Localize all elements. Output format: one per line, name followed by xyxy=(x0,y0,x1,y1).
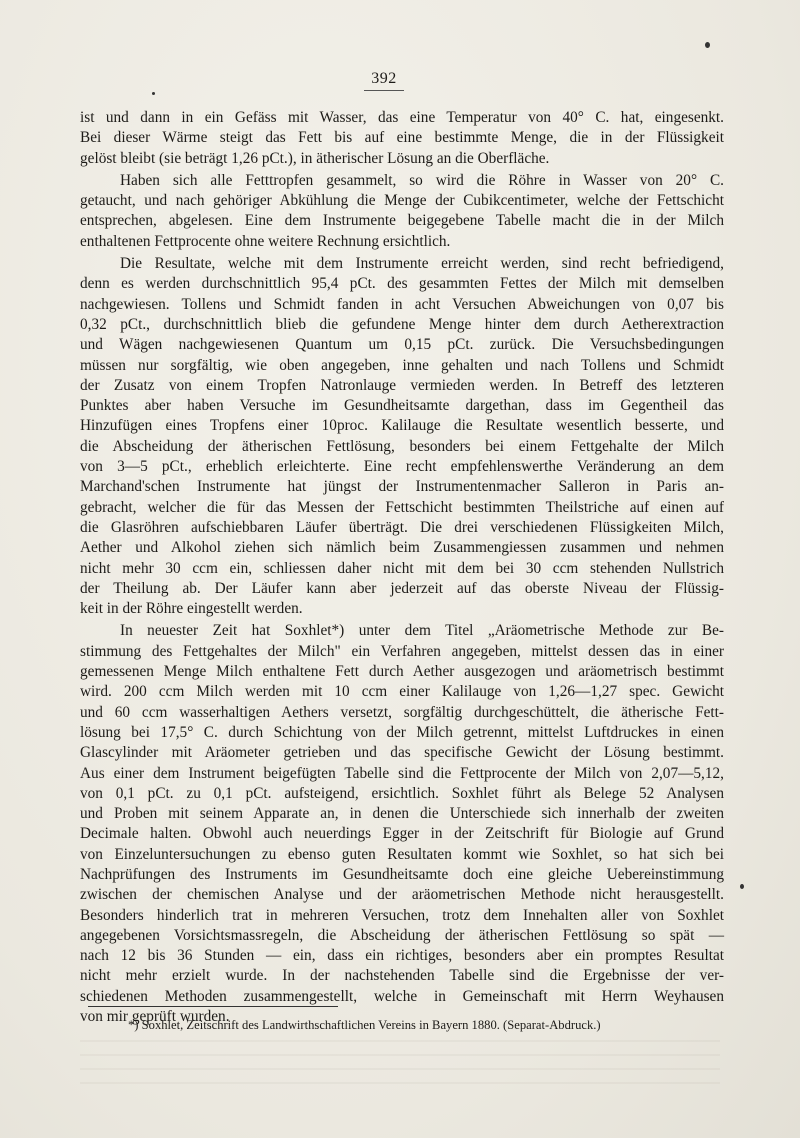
ink-speck xyxy=(152,92,155,95)
text-line: stimmung des Fettgehaltes der Milch" ein Verfahren angegeben, mittelst dessen das in einer xyxy=(80,642,724,660)
footnote: *) Soxhlet, Zeitschrift des Landwirthschaftlichen Vereins in Bayern 1880. (Separat-Abdruck.) xyxy=(128,1018,601,1032)
text-line: gebracht, welcher die für das Messen der Fettschicht bestimmten Theilstriche auf einen auf xyxy=(80,498,724,516)
text-line: müssen nur sorgfältig, wie oben angegeben, inne gehalten und nach Tollens und Schmidt xyxy=(80,356,724,374)
text-line: 0,32 pCt., durchschnittlich blieb die gefundene Menge hinter dem durch Aetherextraction xyxy=(80,315,724,333)
text-line: schiedenen Methoden zusammengestellt, welche in Gemeinschaft mit Herrn Weyhausen xyxy=(80,987,724,1005)
text-line: Nachprüfungen des Instruments im Gesundheitsamte doch eine gleiche Uebereinstimmung xyxy=(80,865,724,883)
text-line: von 0,1 pCt. zu 0,1 pCt. aufsteigend, ersichtlich. Soxhlet führt als Belege 52 Analysen xyxy=(80,784,724,802)
text-line: die Abscheidung der ätherischen Fettlösung, besonders bei einem Fettgehalte der Milch xyxy=(80,437,724,455)
text-line: In neuester Zeit hat Soxhlet*) unter dem Titel „Aräometrische Methode zur Be- xyxy=(120,622,724,640)
text-line: Haben sich alle Fetttropfen gesammelt, so wird die Röhre in Wasser von 20° C. xyxy=(120,171,724,189)
footnote-rule xyxy=(88,1006,338,1007)
text-line: und Wägen nachgewiesenen Quantum um 0,15 pCt. zurück. Die Versuchsbedingungen xyxy=(80,336,724,354)
text-line: Glascylinder mit Aräometer getrieben und das specifische Gewicht der Lösung bestimmt. xyxy=(80,744,724,762)
text-line: nicht mehr erzielt wurde. In der nachstehenden Tabelle sind die Ergebnisse der ver- xyxy=(80,967,724,985)
text-line: Marchand'schen Instrumente hat jüngst der Instrumentenmacher Salleron in Paris an- xyxy=(80,478,724,496)
page-number: 392 xyxy=(371,70,397,87)
text-line: nachgewiesen. Tollens und Schmidt fanden in acht Versuchen Abweichungen von 0,07 bis xyxy=(80,295,724,313)
text-line: der Zusatz von einem Tropfen Natronlauge vermieden werden. In Betreff des letzteren xyxy=(80,376,724,394)
text-line: und Proben mit seinem Apparate an, in denen die Unterschiede sich innerhalb der zweiten xyxy=(80,805,724,823)
text-line: denn es werden durchschnittlich 95,4 pCt. des gesammten Fettes der Milch mit demselben xyxy=(80,275,724,293)
text-line: Die Resultate, welche mit dem Instrumente erreicht werden, sind recht befriedigend, xyxy=(120,255,724,273)
text-line: getaucht, und nach gehöriger Abkühlung die Menge der Cubikcentimeter, welche der Fettschicht xyxy=(80,192,724,210)
text-line: entsprechen, abgelesen. Eine dem Instrumente beigegebene Tabelle macht die in der Milch xyxy=(80,212,724,230)
text-line: Bei dieser Wärme steigt das Fett bis auf eine bestimmte Menge, die in der Flüssigkeit xyxy=(80,129,724,147)
paragraph-4 xyxy=(80,621,724,1027)
text-line: von mir geprüft wurden. xyxy=(80,1008,230,1026)
text-line: von 3—5 pCt., erheblich erleichterte. Eine recht empfehlenswerthe Veränderung an dem xyxy=(80,458,724,476)
text-line: nach 12 bis 36 Stunden — ein, dass ein richtiges, besonders aber ein promptes Resultat xyxy=(80,947,724,965)
text-line: wird. 200 ccm Milch werden mit 10 ccm einer Kalilauge von 1,26—1,27 spec. Gewicht xyxy=(80,683,724,701)
text-line: Besonders hinderlich trat in mehreren Versuchen, trotz dem Innehalten aller von Soxhlet xyxy=(80,906,724,924)
paragraph-3 xyxy=(80,254,724,619)
page-number-rule xyxy=(364,90,404,91)
text-line: die Glasröhren aufschiebbaren Läufer überträgt. Die drei verschiedenen Flüssigkeiten Milch, xyxy=(80,518,724,536)
text-line: Aus einer dem Instrument beigefügten Tabelle sind die Fettprocente der Milch von 2,07—5,12, xyxy=(80,764,724,782)
text-line: angegebenen Vorsichtsmassregeln, die Abscheidung der ätherischen Fettlösung so spät — xyxy=(80,926,724,944)
text-line: lösung bei 17,5° C. durch Schichtung von der Milch getrennt, mittelst Luftdruckes in einen xyxy=(80,723,724,741)
text-line: Punktes aber haben Versuche im Gesundheitsamte dargethan, dass im Gegentheil das xyxy=(80,397,724,415)
text-line: Hinzufügen eines Tropfens einer 10proc. Kalilauge die Resultate wesentlich besserte, und xyxy=(80,417,724,435)
text-line: der Theilung ab. Der Läufer kann aber jederzeit auf das oberste Niveau der Flüssig- xyxy=(80,579,724,597)
body-text xyxy=(80,108,724,1027)
text-line: gelöst bleibt (sie beträgt 1,26 pCt.), in ätherischer Lösung an die Oberfläche. xyxy=(80,149,550,167)
text-line: ist und dann in ein Gefäss mit Wasser, das eine Temperatur von 40° C. hat, eingesenkt. xyxy=(80,109,724,126)
ink-speck xyxy=(740,884,744,889)
text-line: Aether und Alkohol ziehen sich nämlich beim Zusammengiessen zusammen und nehmen xyxy=(80,539,724,557)
text-line: und 60 ccm wasserhaltigen Aethers versetzt, sorgfältig durchgeschüttelt, die ätherische Fett- xyxy=(80,703,724,721)
text-line: Decimale halten. Obwohl auch neuerdings Egger in der Zeitschrift für Biologie auf Grund xyxy=(80,825,724,843)
paragraph-1 xyxy=(80,108,724,169)
text-line: keit in der Röhre eingestellt werden. xyxy=(80,600,303,618)
text-line: zwischen der chemischen Analyse und der aräometrischen Methode nicht herausgestellt. xyxy=(80,886,724,904)
text-line: gemessenen Menge Milch enthaltene Fett durch Aether ausgezogen und aräometrisch bestimmt xyxy=(80,663,724,681)
text-line: enthaltenen Fettprocente ohne weitere Rechnung ersichtlich. xyxy=(80,232,451,250)
text-line: nicht mehr 30 ccm ein, schliessen daher nicht mit dem bei 30 ccm stehenden Nullstrich xyxy=(80,559,724,577)
paragraph-2 xyxy=(80,171,724,252)
show-through-texture xyxy=(80,1040,720,1086)
ink-speck xyxy=(705,42,710,48)
text-line: von Einzeluntersuchungen zu ebenso guten Resultaten kommt wie Soxhlet, so hat sich bei xyxy=(80,845,724,863)
